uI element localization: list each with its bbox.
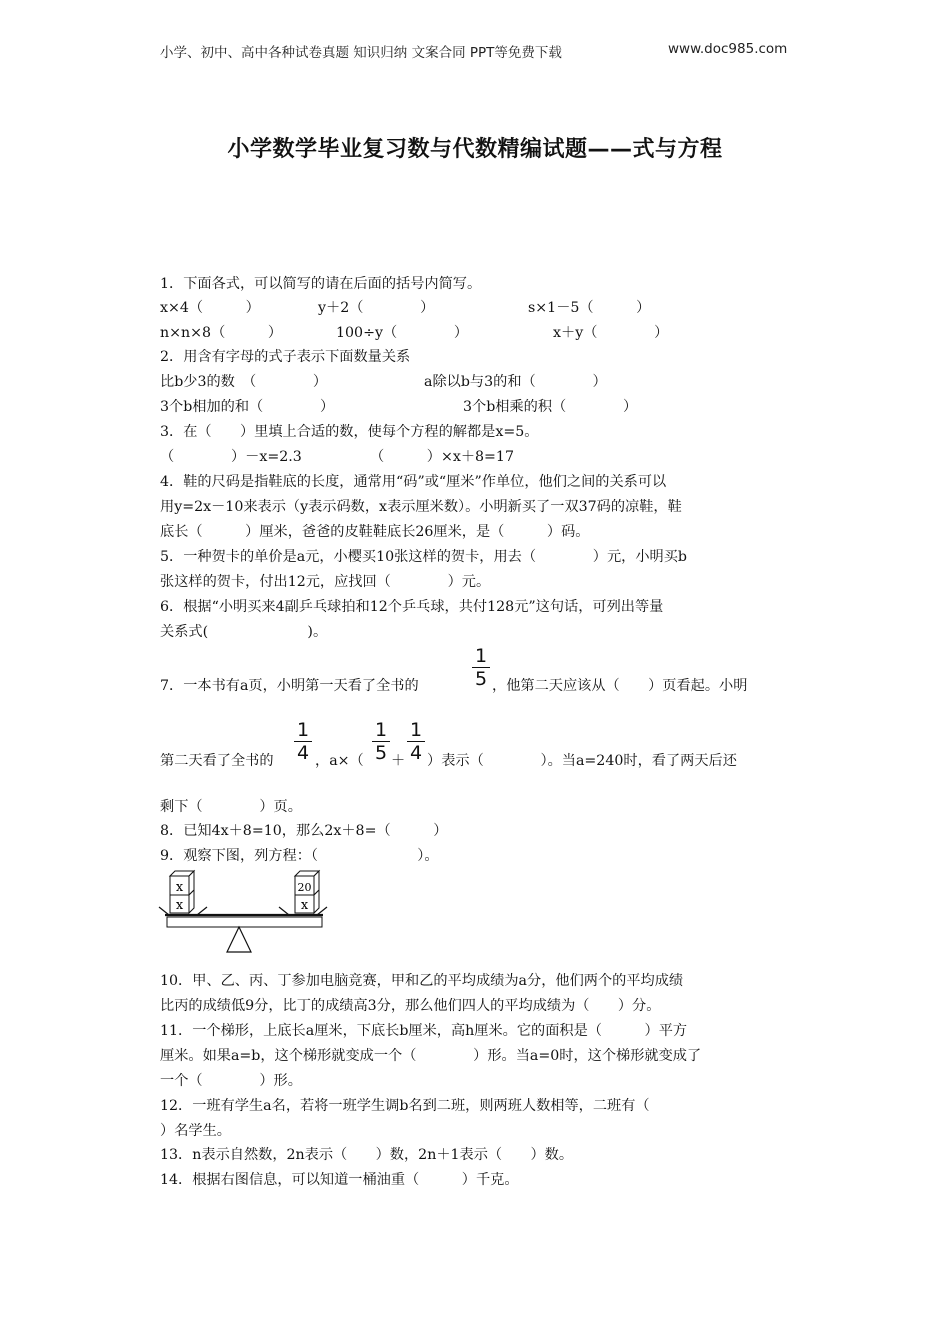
fraction-one-fifth-b: [372, 720, 390, 763]
q7-line-2a: 第二天看了全书的: [160, 753, 274, 769]
q7-line-1a: 7．一本书有a页，小明第一天看了全书的: [160, 678, 419, 694]
fraction-denominator: 5: [474, 668, 488, 690]
q12-line-1: 12．一班有学生a名，若将一班学生调b名到二班，则两班人数相等，二班有（: [160, 1098, 650, 1114]
q7-line-1b: ，他第二天应该从（ ）页看起。小明: [492, 678, 748, 694]
q5-line-2: 张这样的贺卡，付出12元，应找回（ ）元。: [160, 574, 491, 590]
q13-line: 13．n表示自然数，2n表示（ ）数，2n＋1表示（ ）数。: [160, 1147, 574, 1163]
fraction-denominator: 5: [374, 742, 388, 764]
q1-item-f: x＋y（ ）: [553, 325, 669, 341]
right-top-label: 20: [297, 881, 312, 894]
q14-line: 14．根据右图信息，可以知道一桶油重（ ）千克。: [160, 1172, 519, 1188]
right-box-stack: [295, 871, 319, 913]
q4-line-2: 用y=2x－10来表示（y表示码数，x表示厘米数）。小明新买了一双37码的凉鞋，鞋: [160, 499, 682, 515]
right-bottom-label: x: [300, 898, 309, 913]
q10-line-1: 10．甲、乙、丙、丁参加电脑竞赛，甲和乙的平均成绩为a分，他们两个的平均成绩: [160, 973, 684, 989]
fraction-one-fifth-a: [472, 646, 490, 689]
q3-item-a: （ ）－x=2.3: [160, 449, 302, 465]
q1-item-a: x×4（ ）: [160, 300, 260, 316]
balance-plank: [167, 917, 322, 927]
left-bottom-label: x: [175, 898, 184, 913]
q1-item-e: 100÷y（ ）: [336, 325, 469, 341]
fraction-denominator: 4: [296, 742, 310, 764]
q1-item-b: y＋2（ ）: [318, 300, 435, 316]
fraction-numerator: 1: [296, 719, 310, 741]
q8-line: 8．已知4x＋8=10，那么2x＋8=（ ）: [160, 823, 448, 839]
left-top-label: x: [175, 880, 184, 895]
fraction-numerator: 1: [374, 719, 388, 741]
q1-item-c: s×1－5（ ）: [528, 300, 651, 316]
fraction-numerator: 1: [474, 645, 488, 667]
q5-line-1: 5．一种贺卡的单价是a元，小樱买10张这样的贺卡，用去（ ）元，小明买b: [160, 549, 687, 565]
fraction-numerator: 1: [409, 719, 423, 741]
q6-line-2: 关系式( )。: [160, 624, 328, 640]
q9-line: 9．观察下图，列方程：（ ）。: [160, 848, 439, 864]
fulcrum-triangle: [227, 927, 251, 952]
q3-prompt: 3．在（ ）里填上合适的数，使每个方程的解都是x=5。: [160, 424, 539, 440]
header-left: 小学、初中、高中各种试卷真题 知识归纳 文案合同 PPT等免费下载: [160, 45, 562, 61]
q1-item-d: n×n×8（ ）: [160, 325, 283, 341]
q7-line-2c: ）表示（ ）。当a=240时，看了两天后还: [427, 753, 737, 769]
q4-line-1: 4．鞋的尺码是指鞋底的长度，通常用“码”或“厘米”作单位，他们之间的关系可以: [160, 474, 667, 490]
fraction-one-fourth-a: [294, 720, 312, 763]
fraction-denominator: 4: [409, 742, 423, 764]
balance-scale-figure: [155, 868, 335, 958]
q2-prompt: 2．用含有字母的式子表示下面数量关系: [160, 349, 411, 365]
q11-line-1: 11．一个梯形，上底长a厘米，下底长b厘米，高h厘米。它的面积是（ ）平方: [160, 1023, 688, 1039]
q2-item-b: a除以b与3的和（ ）: [424, 374, 607, 390]
q11-line-2: 厘米。如果a=b，这个梯形就变成一个（ ）形。当a=0时，这个梯形就变成了: [160, 1048, 702, 1064]
q11-line-3: 一个（ ）形。: [160, 1073, 302, 1089]
q1-prompt: 1．下面各式，可以简写的请在后面的括号内简写。: [160, 276, 482, 292]
header-url[interactable]: www.doc985.com: [668, 41, 788, 57]
q3-item-b: （ ）×x＋8=17: [370, 449, 514, 465]
q4-line-3: 底长（ ）厘米，爸爸的皮鞋鞋底长26厘米，是（ ）码。: [160, 524, 590, 540]
fraction-one-fourth-b: [407, 720, 425, 763]
q2-item-a: 比b少3的数 （ ）: [160, 374, 328, 390]
q7-line-2b: ，a×（: [315, 753, 364, 769]
q2-item-d: 3个b相乘的积（ ）: [463, 399, 638, 415]
q7-line-3: 剩下（ ）页。: [160, 799, 302, 815]
page-title: 小学数学毕业复习数与代数精编试题——式与方程: [227, 137, 723, 162]
left-box-stack: [170, 871, 194, 913]
q2-item-c: 3个b相加的和（ ）: [160, 399, 335, 415]
q10-line-2: 比丙的成绩低9分，比丁的成绩高3分，那么他们四人的平均成绩为（ ）分。: [160, 998, 661, 1014]
q12-line-2: ）名学生。: [160, 1123, 231, 1139]
q6-line-1: 6．根据“小明买来4副乒乓球拍和12个乒乓球，共付128元”这句话，可列出等量: [160, 599, 664, 615]
q7-plus: ＋: [391, 753, 406, 769]
